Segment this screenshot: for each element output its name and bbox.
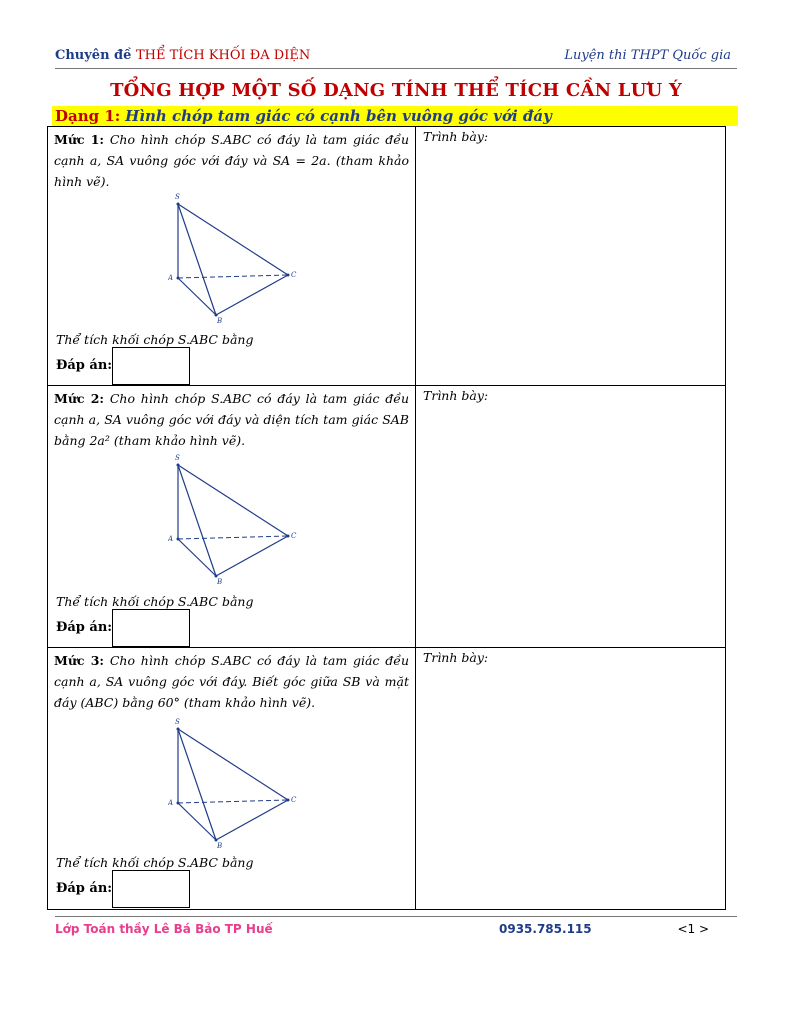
label-c: C: [291, 796, 297, 804]
work-label: Trình bày:: [423, 650, 489, 665]
header-topic: THỂ TÍCH KHỐI ĐA DIỆN: [135, 48, 311, 63]
edge-sb: [178, 465, 216, 576]
page-header: [55, 46, 737, 69]
volume-question: Thể tích khối chóp S.ABC bằng: [56, 594, 254, 609]
section-text: Hình chóp tam giác có cạnh bên vuông góc với đáy: [125, 107, 552, 125]
problem-text: [54, 388, 409, 451]
section-label: Dạng 1:: [55, 107, 121, 125]
problem-statement: Cho hình chóp S.ABC có đáy là tam giác đều cạnh a, SA vuông góc với đáy và SA = 2a. (tham khảo hình vẽ).: [54, 132, 410, 189]
volume-question: Thể tích khối chóp S.ABC bằng: [56, 855, 254, 870]
edge-bc: [216, 800, 288, 840]
answer-label: Đáp án:: [56, 881, 113, 896]
problem-cell: [48, 386, 416, 648]
problem-statement: Cho hình chóp S.ABC có đáy là tam giác đều cạnh a, SA vuông góc với đáy và diện tích tam giác SAB bằng 2a² (tham khảo hình vẽ).: [54, 391, 410, 448]
header-right: Luyện thi THPT Quốc gia: [564, 48, 731, 63]
header-prefix: Chuyên đề: [55, 48, 132, 63]
work-cell[interactable]: [416, 386, 726, 648]
label-c: C: [291, 271, 297, 279]
answer-label: Đáp án:: [56, 358, 113, 373]
problem-row: [48, 127, 726, 386]
label-a: A: [168, 535, 174, 543]
level-label: Mức 3:: [54, 653, 105, 668]
label-a: A: [168, 799, 174, 807]
edge-sb: [178, 204, 216, 315]
footer-phone: 0935.785.115: [499, 922, 592, 936]
edge-sc: [178, 465, 288, 536]
problems-table: [47, 126, 726, 910]
work-cell[interactable]: [416, 648, 726, 910]
label-a: A: [168, 274, 174, 282]
level-label: Mức 1:: [54, 132, 105, 147]
problem-text: [54, 650, 409, 713]
work-cell[interactable]: [416, 127, 726, 386]
section-heading: [52, 106, 738, 126]
page-footer: [55, 916, 737, 939]
work-label: Trình bày:: [423, 129, 489, 144]
edge-sc: [178, 204, 288, 275]
problem-row: [48, 648, 726, 910]
edge-ac-hidden: [178, 275, 288, 278]
edge-sc: [178, 729, 288, 800]
answer-label: Đáp án:: [56, 620, 113, 635]
edge-ac-hidden: [178, 800, 288, 803]
pyramid-figure: [168, 454, 308, 584]
pyramid-figure: [168, 193, 308, 323]
level-label: Mức 2:: [54, 391, 105, 406]
page-title: TỔNG HỢP MỘT SỐ DẠNG TÍNH THỂ TÍCH CẦN LƯU Ý: [110, 80, 682, 101]
label-s: S: [175, 718, 180, 726]
work-label: Trình bày:: [423, 388, 489, 403]
footer-author: Lớp Toán thầy Lê Bá Bảo TP Huế: [55, 922, 273, 936]
answer-box[interactable]: [112, 870, 190, 908]
problem-statement: Cho hình chóp S.ABC có đáy là tam giác đều cạnh a, SA vuông góc với đáy. Biết góc giữa SB và mặt đáy (ABC) bằng 60° (tham khảo hình vẽ).: [54, 653, 410, 710]
edge-sb: [178, 729, 216, 840]
problem-text: [54, 129, 409, 192]
label-s: S: [175, 454, 180, 462]
label-b: B: [217, 317, 223, 323]
problem-row: [48, 386, 726, 648]
pyramid-figure: [168, 718, 308, 848]
answer-box[interactable]: [112, 347, 190, 385]
header-left: [55, 48, 310, 63]
label-b: B: [217, 578, 223, 584]
answer-box[interactable]: [112, 609, 190, 647]
problem-cell: [48, 127, 416, 386]
label-s: S: [175, 193, 180, 201]
edge-bc: [216, 275, 288, 315]
page-number: <1 >: [677, 922, 709, 936]
edge-bc: [216, 536, 288, 576]
volume-question: Thể tích khối chóp S.ABC bằng: [56, 332, 254, 347]
edge-ac-hidden: [178, 536, 288, 539]
problem-cell: [48, 648, 416, 910]
label-c: C: [291, 532, 297, 540]
label-b: B: [217, 842, 223, 848]
